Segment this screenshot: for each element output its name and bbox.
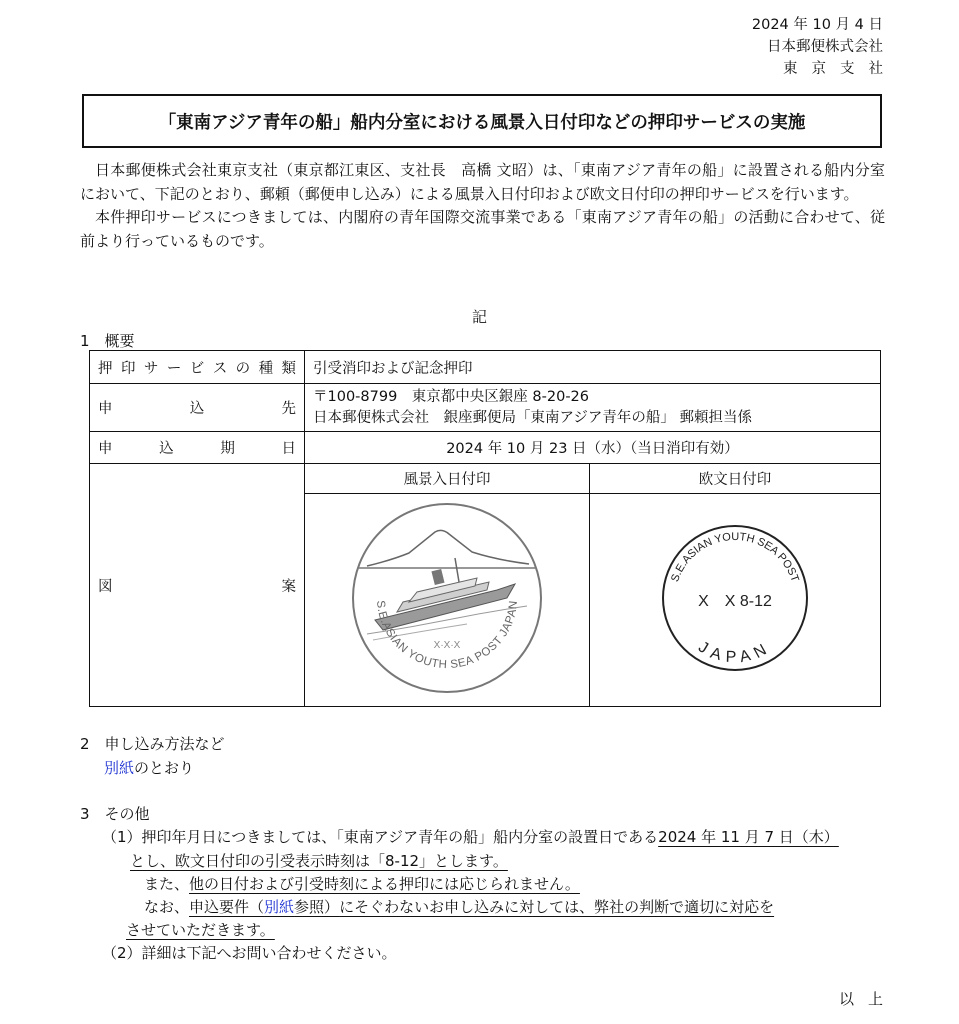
item1-line4 — [144, 896, 774, 917]
item2: （2）詳細は下記へお問い合わせください。 — [102, 944, 397, 962]
western-date-text: X X 8-12 — [698, 593, 772, 610]
western-top-text: S.E.ASIAN YOUTH SEA POST — [669, 530, 801, 584]
header-block — [751, 14, 897, 80]
period-label: 申 込 期 日 — [98, 441, 296, 457]
item1-req-underlined — [189, 898, 774, 916]
western-postmark-image — [645, 508, 825, 688]
service-value: 引受消印および記念押印 — [305, 351, 881, 384]
address-line-1: 〒100-8799 東京都中央区銀座 8-20-26 — [313, 388, 590, 405]
service-label: 押 印 サ ー ビ ス の 種 類 — [98, 360, 296, 377]
appendix-link[interactable]: 別紙 — [104, 759, 135, 777]
intro-paragraph-1: 日本郵便株式会社東京支社（東京都江東区、支社長 高橋 文昭）は、「東南アジア青年の船」に設置される船内分室において、下記のとおり、郵頼（郵便申し込み）による風景入日付印および欧文日付印の押印サービスを行います。 — [80, 161, 885, 203]
address-line-2: 日本郵便株式会社 銀座郵便局「東南アジア青年の船」 郵頼担当係 — [313, 409, 753, 426]
col-western-header: 欧文日付印 — [590, 464, 881, 494]
item1-line5 — [126, 919, 275, 940]
design-label: 図 案 — [98, 578, 296, 595]
intro-paragraph-2: 本件押印サービスにつきましては、内閣府の青年国際交流事業である「東南アジア青年の船」の活動に合わせて、従前より行っているものです。 — [80, 208, 885, 250]
item1-req: 申込要件（ — [189, 898, 265, 916]
item1-naou: なお、 — [144, 898, 190, 916]
scenic-date-text: X·X·X — [433, 640, 461, 651]
title-text: 「東南アジア青年の船」船内分室における風景入日付印などの押印サービスの実施 — [158, 112, 806, 133]
section2-heading: 2 申し込み方法など — [80, 735, 225, 753]
document-date: 2024 年 10 月 4 日 — [751, 17, 883, 33]
item1-req2: 参照） — [294, 898, 340, 916]
item1-line2 — [130, 850, 508, 871]
row-service — [90, 351, 881, 384]
section2-body — [104, 757, 194, 778]
document-title — [82, 94, 882, 148]
item1-prefix: （1）押印年月日につきましては、「東南アジア青年の船」船内分室の設置日である — [102, 828, 659, 846]
overview-table — [89, 350, 881, 707]
section1-heading: 1 概要 — [80, 332, 135, 350]
company-name: 日本郵便株式会社 — [767, 39, 883, 55]
western-stamp-cell — [590, 494, 881, 707]
item1-line4-rest: にそぐわないお申し込みに対しては、弊社の判断で適切に対応を — [339, 898, 775, 916]
item1-line5-text: させていただきます。 — [126, 921, 275, 939]
section3-heading: 3 その他 — [80, 805, 150, 823]
appendix-link-2[interactable]: 別紙 — [264, 898, 295, 916]
closing-text: 以上 — [838, 990, 897, 1008]
mountain-shape — [367, 530, 529, 566]
row-address — [90, 384, 881, 432]
row-design-header — [90, 464, 881, 494]
branch-name: 東京支社 — [783, 61, 897, 77]
col-scenic-header: 風景入日付印 — [305, 464, 590, 494]
western-bottom-text: JAPAN — [695, 638, 775, 667]
item1-line3 — [144, 873, 580, 894]
item1-line2-text: とし、欧文日付印の引受表示時刻は「8-12」とします。 — [130, 852, 508, 870]
item1-line1 — [102, 826, 839, 847]
item1-also: また、 — [144, 875, 190, 893]
intro — [80, 159, 885, 253]
period-value: 2024 年 10 月 23 日（水）（当日消印有効） — [305, 432, 881, 464]
scenic-arc-text: S.E.ASIAN YOUTH SEA POST JAPAN — [373, 599, 521, 672]
row-period — [90, 432, 881, 464]
scenic-stamp-cell — [305, 494, 590, 707]
scenic-postmark-image — [347, 498, 547, 698]
address-label: 申 込 先 — [98, 401, 296, 417]
section2-rest: のとおり — [134, 759, 195, 777]
item1-line3-text: 他の日付および引受時刻による押印には応じられません。 — [189, 875, 580, 893]
item1-date: 2024 年 11 月 7 日（木） — [658, 828, 839, 846]
ki-heading: 記 — [472, 308, 488, 326]
